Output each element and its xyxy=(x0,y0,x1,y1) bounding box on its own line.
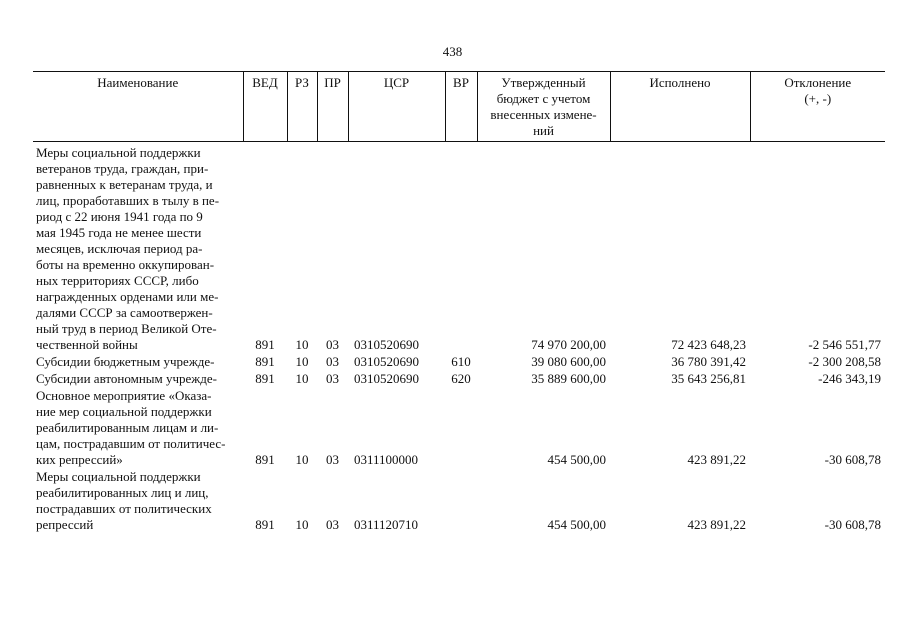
cell-csr: 0310520690 xyxy=(354,371,419,386)
header-rz: РЗ xyxy=(287,72,317,142)
cell-ved: 891 xyxy=(255,517,275,532)
cell-deviation: -2 300 208,58 xyxy=(808,354,881,369)
budget-table xyxy=(33,71,885,533)
cell-vr xyxy=(445,387,477,468)
name-line: Основное мероприятие «Оказа- xyxy=(36,388,212,403)
cell-vr xyxy=(445,468,477,533)
header-approved-line: ний xyxy=(533,123,554,138)
cell-executed: 72 423 648,23 xyxy=(671,337,746,352)
cell-approved: 74 970 200,00 xyxy=(531,337,606,352)
cell-csr: 0310520690 xyxy=(354,354,419,369)
row-name xyxy=(33,468,243,533)
cell-rz: 10 xyxy=(295,517,309,532)
row-name xyxy=(33,387,243,468)
cell-csr: 0311100000 xyxy=(354,452,419,467)
header-approved-line: бюджет с учетом xyxy=(496,91,591,106)
table-row xyxy=(33,142,885,354)
name-line: реабилитированных лиц и лиц, xyxy=(36,485,209,500)
row-name xyxy=(33,370,243,387)
header-approved-line: внесенных измене- xyxy=(490,107,597,122)
cell-approved: 454 500,00 xyxy=(547,517,606,532)
cell-deviation: -246 343,19 xyxy=(818,371,881,386)
cell-ved: 891 xyxy=(255,354,275,369)
name-line: Меры социальной поддержки xyxy=(36,145,201,160)
table-row xyxy=(33,370,885,387)
cell-executed: 423 891,22 xyxy=(687,517,746,532)
name-line: месяцев, исключая период ра- xyxy=(36,241,203,256)
name-line: далями СССР за самоотвержен- xyxy=(36,305,213,320)
cell-approved: 35 889 600,00 xyxy=(531,371,606,386)
cell-vr: 610 xyxy=(451,354,471,369)
name-line: лиц, проработавших в тылу в пе- xyxy=(36,193,220,208)
header-deviation-line: Отклонение xyxy=(784,75,852,90)
name-line: цам, пострадавшим от политичес- xyxy=(36,436,226,451)
row-name xyxy=(33,353,243,370)
name-line: пострадавших от политических xyxy=(36,501,212,516)
cell-pr: 03 xyxy=(326,517,339,532)
header-approved xyxy=(477,72,610,142)
header-deviation xyxy=(750,72,885,142)
cell-rz: 10 xyxy=(295,354,309,369)
cell-pr: 03 xyxy=(326,452,339,467)
name-line: репрессий xyxy=(36,517,94,532)
row-name xyxy=(33,142,243,354)
name-line: Субсидии бюджетным учрежде- xyxy=(36,354,215,369)
cell-rz: 10 xyxy=(295,452,309,467)
header-vr: ВР xyxy=(445,72,477,142)
page-number: 438 xyxy=(442,44,463,59)
cell-ved: 891 xyxy=(255,371,275,386)
table-row xyxy=(33,387,885,468)
cell-pr: 03 xyxy=(326,371,339,386)
cell-executed: 36 780 391,42 xyxy=(671,354,746,369)
name-line: ветеранов труда, граждан, при- xyxy=(36,161,209,176)
cell-rz: 10 xyxy=(295,371,309,386)
header-executed: Исполнено xyxy=(610,72,750,142)
name-line: ных территориях СССР, либо xyxy=(36,273,199,288)
name-line: Меры социальной поддержки xyxy=(36,469,201,484)
name-line: мая 1945 года не менее шести xyxy=(36,225,202,240)
cell-vr xyxy=(445,142,477,354)
name-line: награжденных орденами или ме- xyxy=(36,289,219,304)
table-row xyxy=(33,353,885,370)
name-line: ких репрессий» xyxy=(36,452,123,467)
header-name: Наименование xyxy=(33,72,243,142)
cell-deviation: -2 546 551,77 xyxy=(808,337,881,352)
cell-approved: 39 080 600,00 xyxy=(531,354,606,369)
cell-ved: 891 xyxy=(255,337,275,352)
cell-executed: 35 643 256,81 xyxy=(671,371,746,386)
cell-approved: 454 500,00 xyxy=(547,452,606,467)
cell-rz: 10 xyxy=(295,337,309,352)
cell-csr: 0310520690 xyxy=(354,337,419,352)
header-ved: ВЕД xyxy=(243,72,287,142)
cell-deviation: -30 608,78 xyxy=(824,452,881,467)
name-line: равненных к ветеранам труда, и xyxy=(36,177,213,192)
cell-deviation: -30 608,78 xyxy=(824,517,881,532)
cell-vr: 620 xyxy=(451,371,471,386)
header-deviation-line: (+, -) xyxy=(804,91,832,106)
name-line: риод с 22 июня 1941 года по 9 xyxy=(36,209,203,224)
name-line: реабилитированным лицам и ли- xyxy=(36,420,219,435)
cell-ved: 891 xyxy=(255,452,275,467)
cell-executed: 423 891,22 xyxy=(687,452,746,467)
header-approved-line: Утвержденный xyxy=(501,75,586,90)
name-line: боты на временно оккупирован- xyxy=(36,257,215,272)
cell-pr: 03 xyxy=(326,354,339,369)
name-line: чественной войны xyxy=(36,337,138,352)
header-pr: ПР xyxy=(317,72,348,142)
cell-csr: 0311120710 xyxy=(354,517,419,532)
name-line: ние мер социальной поддержки xyxy=(36,404,212,419)
name-line: Субсидии автономным учрежде- xyxy=(36,371,217,386)
table-row xyxy=(33,468,885,533)
cell-pr: 03 xyxy=(326,337,339,352)
name-line: ный труд в период Великой Оте- xyxy=(36,321,217,336)
header-csr: ЦСР xyxy=(348,72,445,142)
table-header-row xyxy=(33,72,885,142)
